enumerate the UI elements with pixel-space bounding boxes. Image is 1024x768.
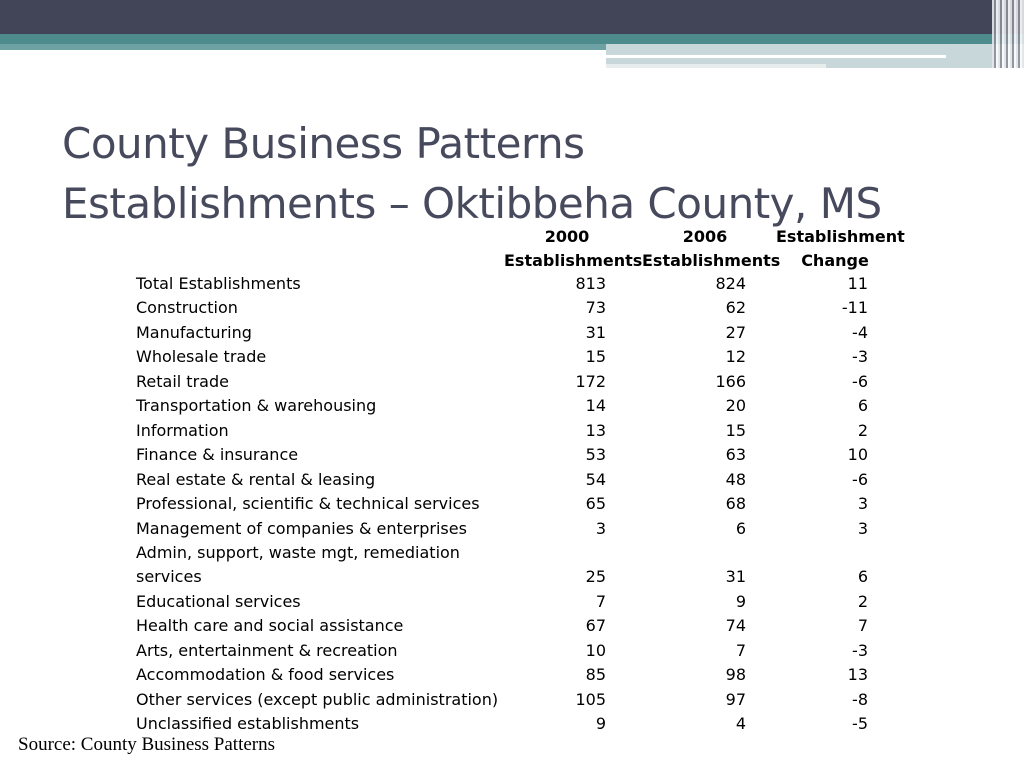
cell-change: 2: [857, 420, 868, 440]
header-teal-band: [0, 34, 1024, 44]
cell-2000: 73: [585, 298, 606, 318]
row-label: Other services (except public administration): [136, 689, 499, 709]
row-label: services: [136, 567, 202, 587]
cell-2006: 166: [715, 371, 746, 391]
row-label: Unclassified establishments: [136, 714, 360, 734]
table-row: [136, 321, 896, 345]
row-label: Wholesale trade: [136, 347, 267, 367]
cell-change: -6: [852, 371, 868, 391]
header-stripes: [992, 0, 1024, 68]
cell-change: 6: [857, 396, 868, 416]
cell-change: -5: [852, 714, 868, 734]
header-2006-year: 2006: [682, 227, 728, 246]
cell-change: 3: [857, 518, 868, 538]
row-label: Construction: [136, 298, 238, 318]
cell-2000: 13: [585, 420, 606, 440]
cell-2006: 9: [735, 591, 746, 611]
cell-change: 13: [847, 665, 868, 685]
cell-change: -4: [852, 322, 868, 342]
cell-2000: 105: [575, 689, 606, 709]
table-row: [136, 419, 896, 443]
cell-change: 7: [857, 616, 868, 636]
cell-2000: 813: [575, 274, 606, 293]
table-row: [136, 492, 896, 516]
cell-2000: 25: [585, 567, 606, 587]
cell-2000: 14: [585, 396, 606, 416]
cell-change: 2: [857, 591, 868, 611]
cell-2006: 62: [725, 298, 746, 318]
cell-2000: 65: [585, 494, 606, 514]
cell-2006: 4: [735, 714, 746, 734]
table-row: [136, 541, 896, 565]
header-2000-label: Establishments: [504, 251, 643, 270]
row-label: Professional, scientific & technical services: [136, 494, 480, 514]
table-row: [136, 688, 896, 712]
header-2006-label: Establishments: [642, 251, 781, 270]
table-row: [136, 296, 896, 320]
header-change-line2: Change: [801, 251, 869, 270]
cell-change: -8: [852, 689, 868, 709]
cell-2006: 15: [725, 420, 746, 440]
cell-change: -11: [841, 298, 868, 318]
cell-2000: 67: [585, 616, 606, 636]
row-label: Transportation & warehousing: [136, 396, 377, 416]
cell-change: 11: [847, 274, 868, 293]
cell-change: 6: [857, 567, 868, 587]
cell-2006: 68: [725, 494, 746, 514]
cell-change: 3: [857, 494, 868, 514]
row-label: Arts, entertainment & recreation: [136, 640, 398, 660]
row-label: Admin, support, waste mgt, remediation: [136, 542, 460, 562]
row-label: Manufacturing: [136, 322, 252, 342]
cell-2006: 824: [715, 274, 746, 293]
table-row: [136, 663, 896, 687]
cell-2006: 12: [725, 347, 746, 367]
header-teal-accent: [0, 44, 606, 50]
header-gray-line: [606, 64, 826, 68]
table-row: [136, 712, 896, 736]
table-row: [136, 614, 896, 638]
cell-change: -6: [852, 469, 868, 489]
table-row: [136, 345, 896, 369]
table-row: [136, 565, 896, 589]
row-label: Total Establishments: [136, 274, 301, 293]
cell-2006: 7: [735, 640, 746, 660]
cell-2000: 15: [585, 347, 606, 367]
table-row: [136, 468, 896, 492]
row-label: Real estate & rental & leasing: [136, 469, 376, 489]
header-2000-year: 2000: [544, 227, 590, 246]
cell-2006: 20: [725, 396, 746, 416]
cell-2000: 10: [585, 640, 606, 660]
table-row: [136, 443, 896, 467]
title-line-2: Establishments – Oktibbeha County, MS: [62, 179, 882, 228]
cell-2006: 98: [725, 665, 746, 685]
cell-2006: 31: [725, 567, 746, 587]
header-white-line: [606, 55, 946, 58]
header-2006: [642, 225, 781, 273]
cell-2000: 54: [585, 469, 606, 489]
cell-2006: 74: [725, 616, 746, 636]
cell-change: -3: [852, 347, 868, 367]
source-note: Source: County Business Patterns: [18, 734, 276, 755]
row-label: Management of companies & enterprises: [136, 518, 467, 538]
table-row: [136, 394, 896, 418]
table-row: [136, 370, 896, 394]
cell-2006: 27: [725, 322, 746, 342]
cell-change: 10: [847, 445, 868, 465]
cell-2000: 31: [585, 322, 606, 342]
row-label: Finance & insurance: [136, 445, 299, 465]
row-label: Retail trade: [136, 371, 229, 391]
slide-title: [62, 114, 882, 234]
header-change: [776, 225, 905, 273]
table-row: [136, 517, 896, 541]
cell-2000: 7: [595, 591, 606, 611]
cell-2000: 172: [575, 371, 606, 391]
table-row: [136, 272, 896, 296]
row-label: Educational services: [136, 591, 301, 611]
cell-2000: 53: [585, 445, 606, 465]
cell-2000: 85: [585, 665, 606, 685]
row-label: Health care and social assistance: [136, 616, 404, 636]
header-2000: [504, 225, 643, 273]
table-row: [136, 590, 896, 614]
cell-2006: 97: [725, 689, 746, 709]
row-label: Accommodation & food services: [136, 665, 395, 685]
header-dark-band: [0, 0, 1024, 34]
table-row: [136, 639, 896, 663]
header-change-line1: Establishment: [776, 227, 905, 246]
cell-2006: 48: [725, 469, 746, 489]
cell-2006: 63: [725, 445, 746, 465]
cell-2000: 3: [595, 518, 606, 538]
cell-change: -3: [852, 640, 868, 660]
title-line-1: County Business Patterns: [62, 119, 585, 168]
cell-2006: 6: [735, 518, 746, 538]
cell-2000: 9: [595, 714, 606, 734]
row-label: Information: [136, 420, 229, 440]
